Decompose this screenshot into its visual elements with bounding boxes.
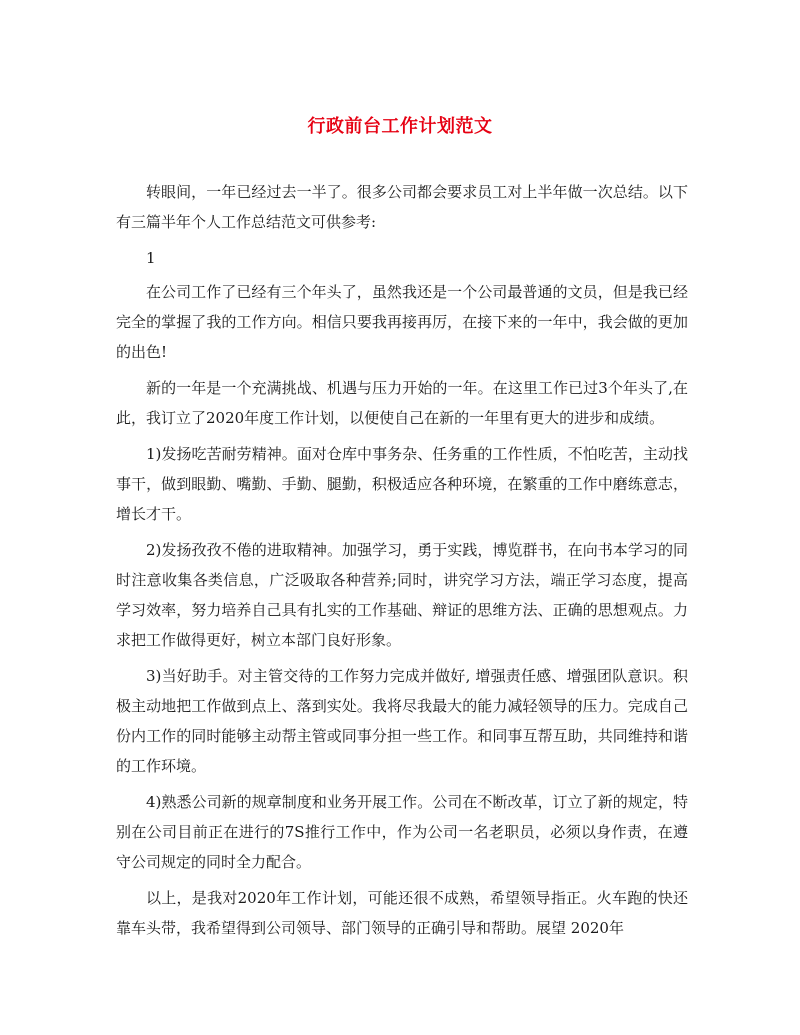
plan-item-3: 3)当好助手。对主管交待的工作努力完成并做好, 增强责任感、增强团队意识。积极主动地把工作做到点上、落到实处。我将尽我最大的能力减轻领导的压力。完成自己份内工作的同时能够主动帮主管或同事分担一些工作。和同事互帮互助，共同维持和谐的工作环境。 bbox=[116, 667, 688, 775]
plan-item-2: 2)发扬孜孜不倦的进取精神。加强学习，勇于实践，博览群书，在向书本学习的同时注意收集各类信息，广泛吸取各种营养;同时，讲究学习方法，端正学习态度，提高学习效率，努力培养自己具有扎实的工作基础、辩证的思维方法、正确的思想观点。力求把工作做得更好，树立本部门良好形象。 bbox=[116, 541, 688, 649]
document-body bbox=[116, 177, 688, 949]
plan-item-4: 4)熟悉公司新的规章制度和业务开展工作。公司在不断改革，订立了新的规定，特别在公司目前正在进行的7S推行工作中，作为公司一名老职员，必须以身作责，在遵守公司规定的同时全力配合。 bbox=[116, 793, 688, 871]
body-paragraph: 在公司工作了已经有三个年头了，虽然我还是一个公司最普通的文员，但是我已经完全的掌握了我的工作方向。相信只要我再接再厉，在接下来的一年中，我会做的更加的出色! bbox=[116, 283, 688, 361]
document-title: 行政前台工作计划范文 bbox=[307, 116, 493, 137]
section-number: 1 bbox=[146, 249, 156, 267]
body-paragraph: 新的一年是一个充满挑战、机遇与压力开始的一年。在这里工作已过3个年头了,在此，我订立了2020年度工作计划，以便使自己在新的一年里有更大的进步和成绩。 bbox=[116, 379, 688, 427]
intro-paragraph: 转眼间，一年已经过去一半了。很多公司都会要求员工对上半年做一次总结。以下有三篇半年个人工作总结范文可供参考: bbox=[116, 183, 688, 231]
plan-item-1: 1)发扬吃苦耐劳精神。面对仓库中事务杂、任务重的工作性质，不怕吃苦，主动找事干，做到眼勤、嘴勤、手勤、腿勤，积极适应各种环境，在繁重的工作中磨练意志，增长才干。 bbox=[116, 445, 688, 523]
closing-paragraph: 以上，是我对2020年工作计划，可能还很不成熟，希望领导指正。火车跑的快还靠车头带，我希望得到公司领导、部门领导的正确引导和帮助。展望 2020年 bbox=[116, 889, 688, 937]
